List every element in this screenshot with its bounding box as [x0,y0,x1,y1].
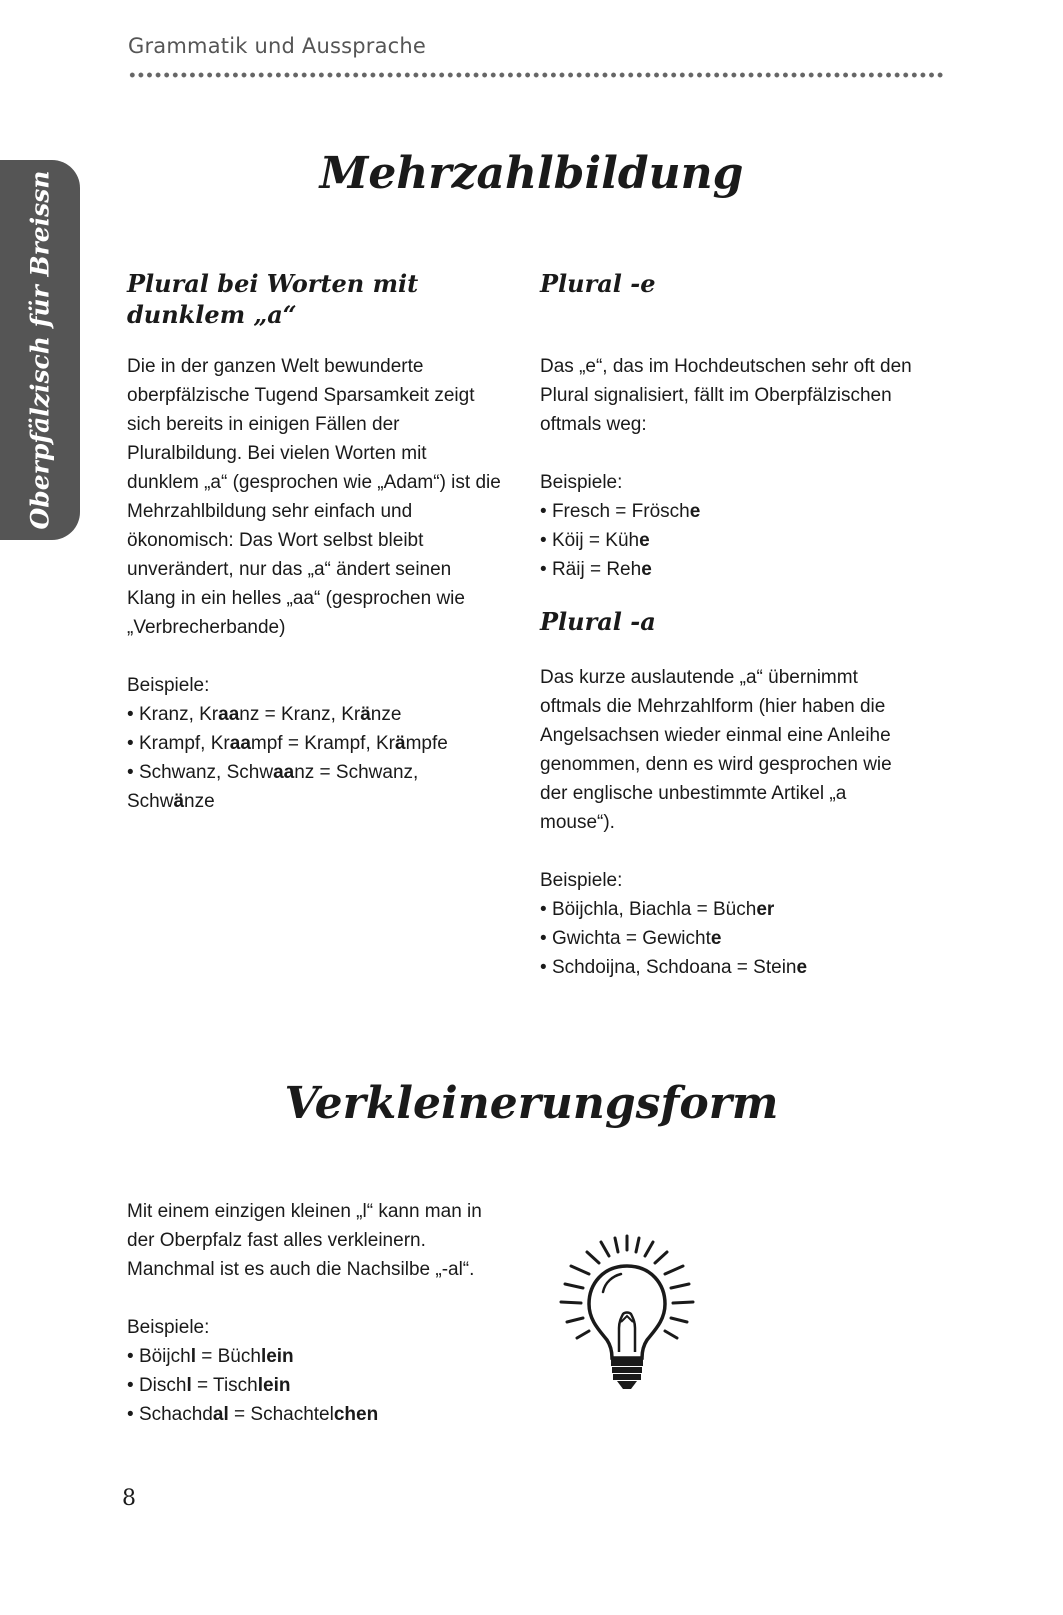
examples-label: Beispiele: [127,1317,210,1338]
plural-e-examples [540,497,915,584]
list-item: • Böijchl = Büchlein [127,1342,502,1371]
list-item: • Gwichta = Gewichte [540,924,915,953]
list-item: • Schdoijna, Schdoana = Steine [540,953,915,982]
dark-a-examples [127,700,502,816]
list-item: • Räij = Rehe [540,555,915,584]
section-title-diminutive: Verkleinerungsform [284,1078,779,1129]
diminutive-examples [127,1342,502,1429]
list-item: • Böijchla, Biachla = Bücher [540,895,915,924]
list-item: • Schwanz, Schwaanz = Schwanz, Schwänze [127,758,502,816]
plural-e-heading: Plural -e [540,269,656,298]
dotted-divider [128,72,943,78]
list-item: • Schachdal = Schachtelchen [127,1400,502,1429]
running-header: Grammatik und Aussprache [128,34,427,58]
dark-a-heading: Plural bei Worten mit dunklem „a“ [127,269,419,329]
side-tab-label: Oberpfälzisch für Breissn [25,170,55,530]
page-number: 8 [122,1486,136,1511]
plural-a-heading: Plural -a [540,607,656,636]
examples-label: Beispiele: [540,472,623,493]
diminutive-block [127,1197,502,1429]
examples-label: Beispiele: [540,870,623,891]
plural-a-block [540,606,915,982]
section-title-plural: Mehrzahlbildung [319,148,744,199]
dark-a-block [127,268,502,816]
plural-a-text: Das kurze auslautende „a“ übernimmt oftmals die Mehrzahlform (hier haben die Angelsachsen wieder einmal eine Anleihe genommen, denn es wird gesprochen wie der englische unbestimmte Artikel „a mouse“). [540,667,892,833]
plural-a-examples [540,895,915,982]
dark-a-text: Die in der ganzen Welt bewunderte oberpfälzische Tugend Sparsamkeit zeigt sich bereits in einigen Fällen der Pluralbildung. Bei vielen Worten mit dunklem „a“ (gesprochen wie „Adam“) ist die Mehrzahlbildung sehr einfach und ökonomisch: Das Wort selbst bleibt unverändert, nur das „a“ ändert seinen Klang in ein helles „aa“ (gesprochen wie „Verbrecherbande) [127,356,501,638]
list-item: • Fresch = Frösche [540,497,915,526]
list-item: • Köij = Kühe [540,526,915,555]
side-tab [0,160,80,540]
examples-label: Beispiele: [127,675,210,696]
list-item: • Krampf, Kraampf = Krampf, Krämpfe [127,729,502,758]
diminutive-text: Mit einem einzigen kleinen „l“ kann man in der Oberpfalz fast alles verkleinern. Manchmal ist es auch die Nachsilbe „-al“. [127,1201,482,1280]
list-item: • Dischl = Tischlein [127,1371,502,1400]
lightbulb-icon [555,1232,700,1392]
plural-e-block [540,268,915,584]
list-item: • Kranz, Kraanz = Kranz, Kränze [127,700,502,729]
plural-e-text: Das „e“, das im Hochdeutschen sehr oft den Plural signalisiert, fällt im Oberpfälzischen oftmals weg: [540,356,912,435]
